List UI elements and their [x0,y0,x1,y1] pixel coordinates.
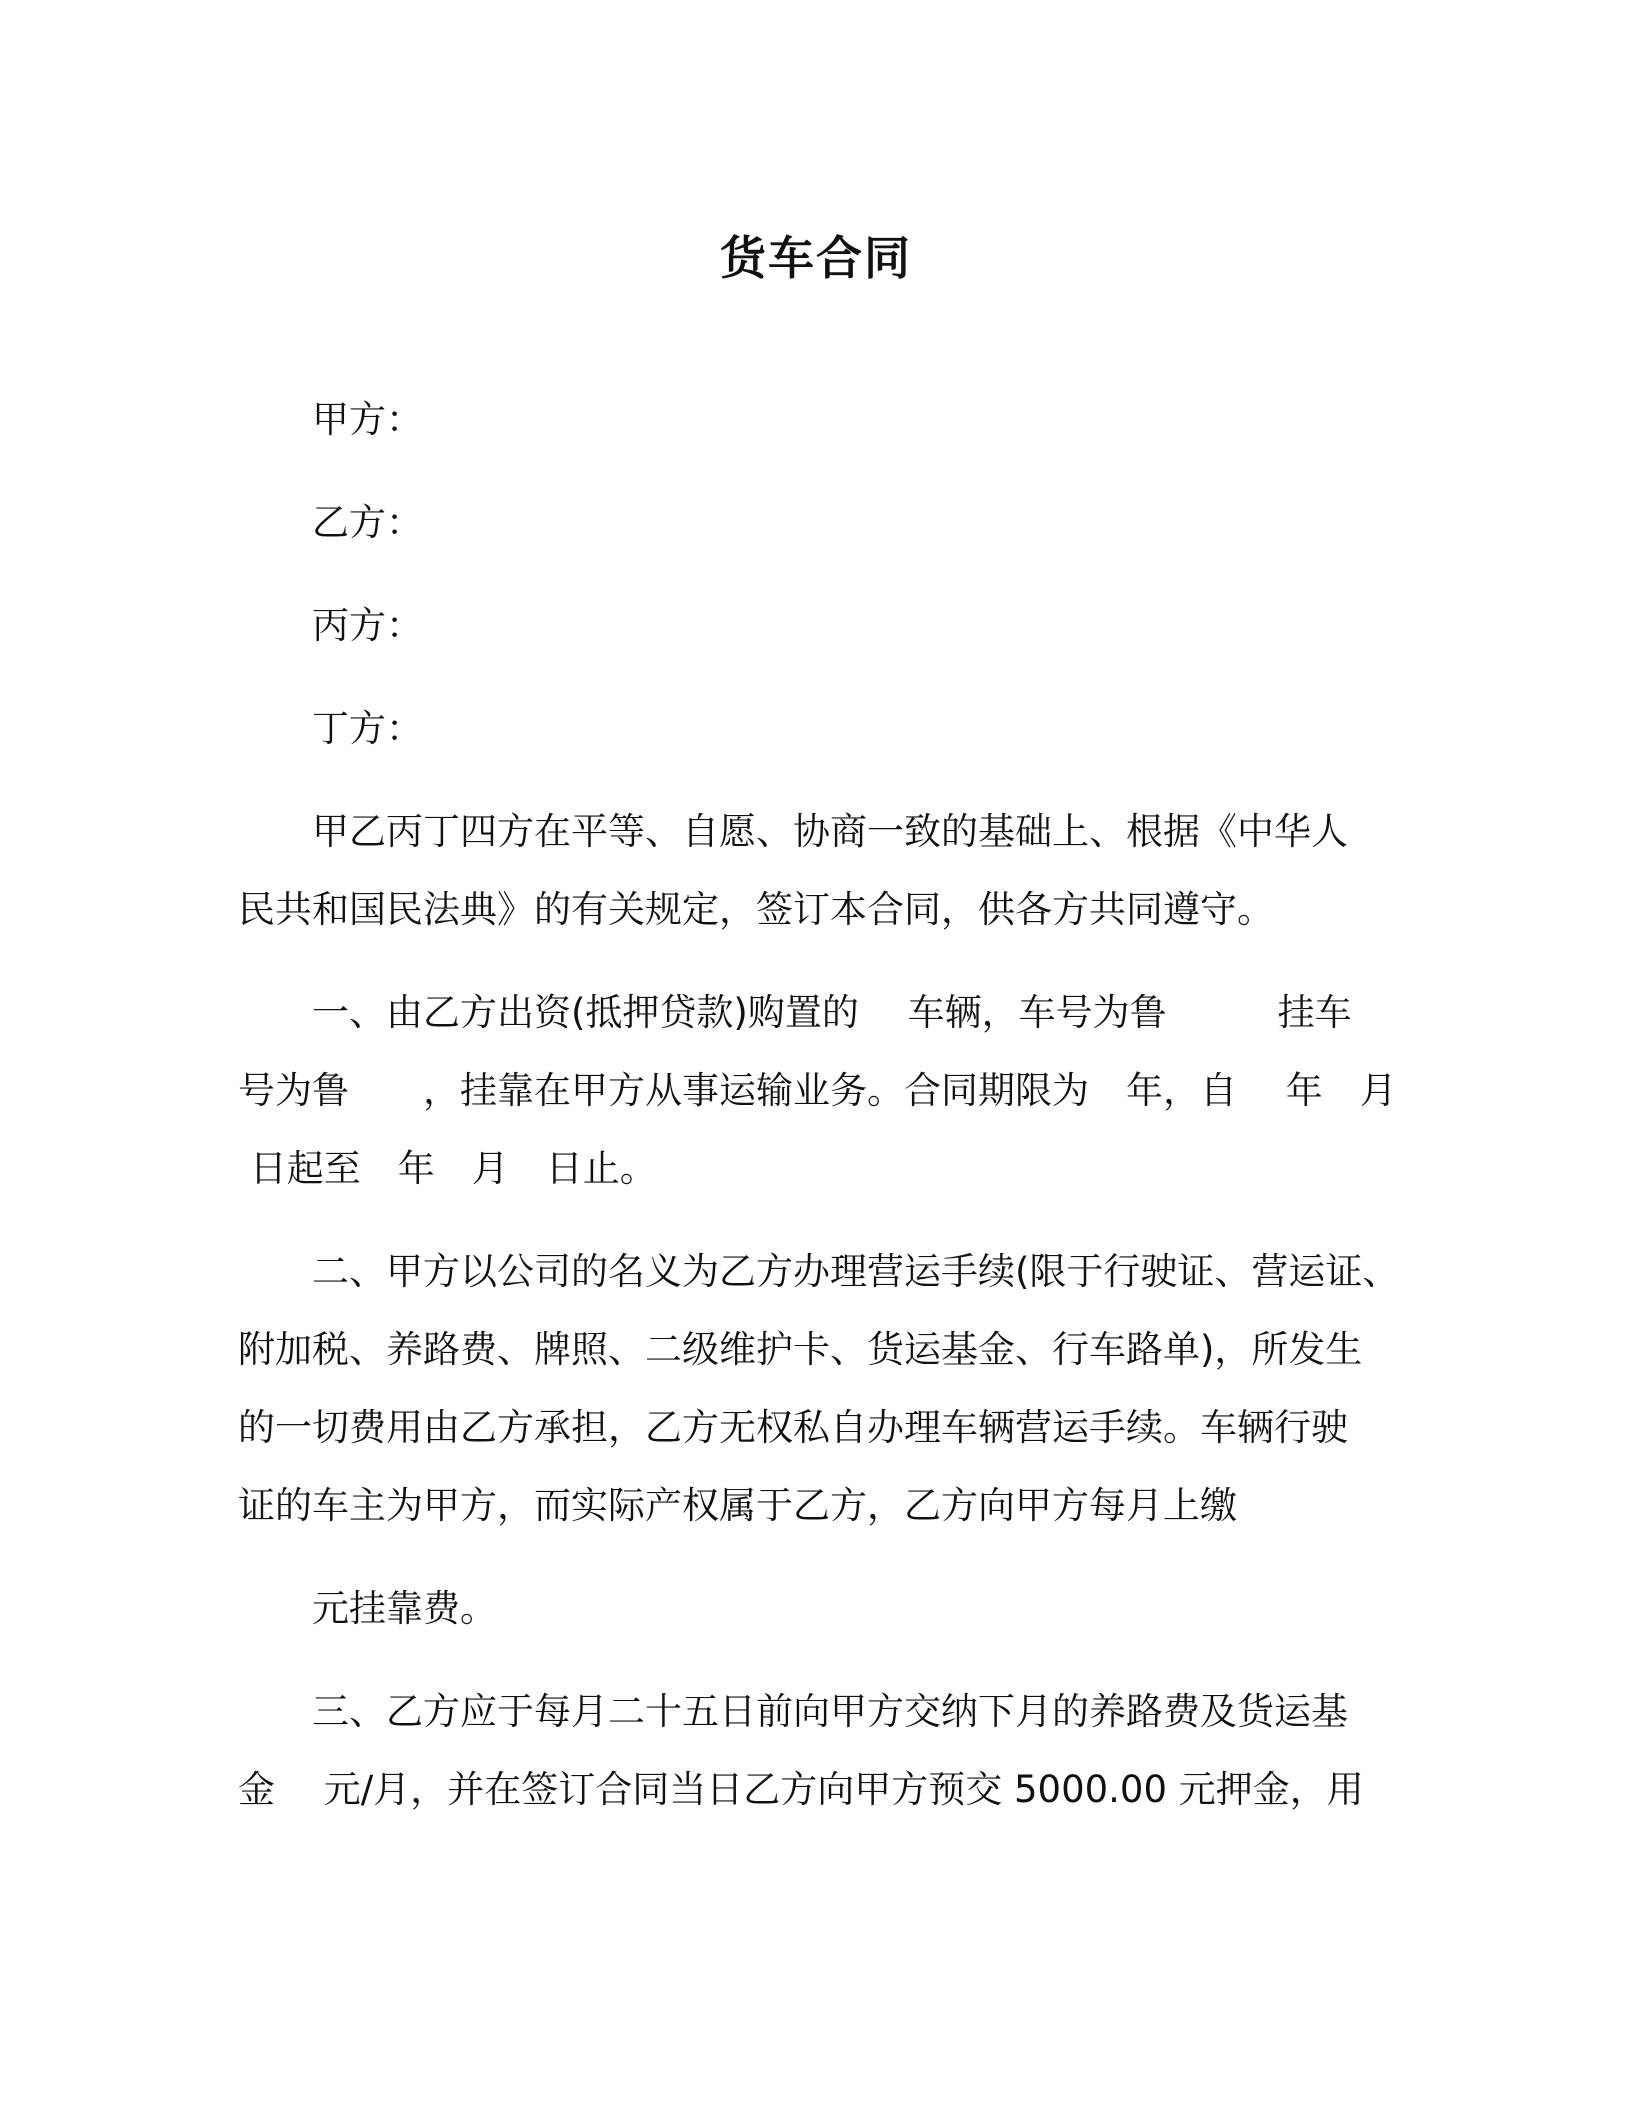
clause-3-line: 三、乙方应于每月二十五日前向甲方交纳下月的养路费及货运基 [312,1690,1348,1733]
preamble-line: 甲乙丙丁四方在平等、自愿、协商一致的基础上、根据《中华人 [312,810,1348,853]
clause-2-line: 二、甲方以公司的名义为乙方办理营运手续(限于行驶证、营运证、 [312,1250,1400,1293]
clause-1-line: 一、由乙方出资(抵押贷款)购置的 车辆，车号为鲁 挂车 [312,991,1352,1034]
party-c-label: 丙方： [312,604,423,647]
clause-2-line: 证的车主为甲方，而实际产权属于乙方，乙方向甲方每月上缴 [238,1484,1237,1527]
party-d-label: 丁方： [312,707,423,750]
clause-2-line: 附加税、养路费、牌照、二级维护卡、货运基金、行车路单)，所发生 [238,1328,1363,1371]
party-b-label: 乙方： [312,501,423,544]
party-a-label: 甲方： [312,398,423,441]
clause-3-line: 金 元/月，并在签订合同当日乙方向甲方预交 5000.00 元押金，用 [238,1768,1364,1811]
clause-2-line: 的一切费用由乙方承担，乙方无权私自办理车辆营运手续。车辆行驶 [238,1406,1348,1449]
document-title: 货车合同 [720,231,912,285]
clause-2-line: 元挂靠费。 [312,1587,497,1630]
preamble-line: 民共和国民法典》的有关规定，签订本合同，供各方共同遵守。 [238,888,1274,931]
clause-1-line: 号为鲁 ，挂靠在甲方从事运输业务。合同期限为 年，自 年 月 [238,1069,1397,1112]
clause-1-line: 日起至 年 月 日止。 [238,1147,657,1190]
